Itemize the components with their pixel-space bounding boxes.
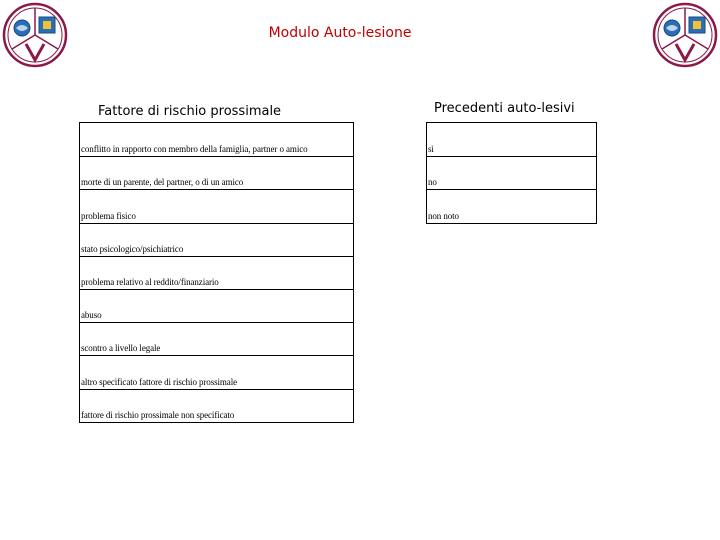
table-row[interactable] [80, 123, 353, 156]
table-row[interactable] [80, 256, 353, 289]
row-label: abuso [81, 310, 102, 321]
table-row[interactable] [427, 156, 596, 189]
row-label: fattore di rischio prossimale non specificato [81, 409, 235, 420]
table-row[interactable] [80, 189, 353, 222]
row-label: scontro a livello legale [81, 343, 161, 354]
row-label: problema fisico [81, 210, 136, 221]
row-label: problema relativo al reddito/finanziario [81, 276, 219, 287]
row-label: no [428, 177, 437, 188]
table-row[interactable] [80, 223, 353, 256]
row-label: stato psicologico/psichiatrico [81, 243, 184, 254]
prior-self-harm-table [426, 122, 597, 224]
table-row[interactable] [427, 123, 596, 156]
prior-self-harm-heading: Precedenti auto-lesivi [434, 101, 575, 116]
row-label: conflitto in rapporto con membro della famiglia, partner o amico [81, 144, 308, 155]
proximal-risk-heading: Fattore di rischio prossimale [98, 104, 282, 119]
row-label: altro specificato fattore di rischio prossimale [81, 376, 237, 387]
table-row[interactable] [80, 389, 353, 422]
table-row[interactable] [427, 189, 596, 222]
table-row[interactable] [80, 289, 353, 322]
row-label: non noto [428, 210, 459, 221]
row-label: morte di un parente, del partner, o di un amico [81, 177, 244, 188]
row-label: sì [428, 144, 434, 155]
table-row[interactable] [80, 156, 353, 189]
table-row[interactable] [80, 322, 353, 355]
proximal-risk-table [79, 122, 354, 423]
table-row[interactable] [80, 355, 353, 388]
page-title: Modulo Auto-lesione [268, 25, 412, 41]
